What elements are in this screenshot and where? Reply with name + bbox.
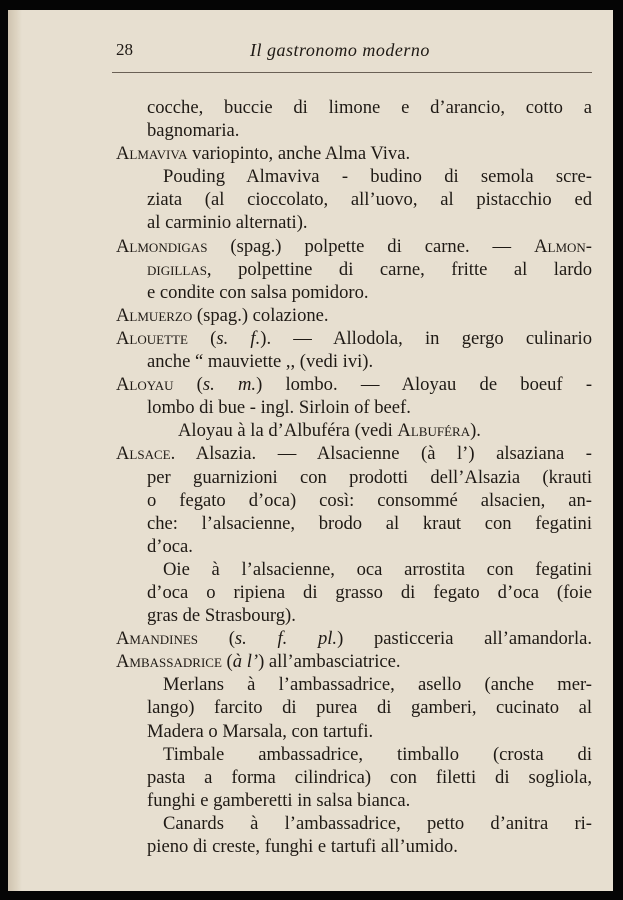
running-title: Il gastronomo moderno [250, 40, 430, 60]
text-segment: pasta a forma cilindrica) con filetti di sogliola, [147, 766, 592, 788]
text-segment: lango) farcito di purea di gamberi, cucinato al [147, 697, 592, 719]
text-segment: bagnomaria. [147, 120, 240, 142]
text-segment: (spag.) colazione. [192, 304, 329, 326]
text-segment: ( [221, 651, 233, 673]
grammar-note: s. m. [202, 374, 257, 396]
entry-headword: Aloyau [116, 374, 174, 396]
text-line [116, 304, 592, 327]
page-number: 28 [116, 40, 133, 59]
text-segment: variopinto, anche Alma Viva. [187, 143, 411, 165]
entry-headword: digillas, [147, 258, 212, 280]
page-header [112, 38, 592, 66]
text-line [116, 373, 592, 396]
text-segment: pieno di creste, funghi e tartufi all’umido. [147, 836, 458, 857]
text-segment: al carminio alternati). [147, 212, 308, 234]
book-page [8, 10, 613, 891]
text-line [116, 743, 592, 766]
text-segment: per guarnizioni con prodotti dell’Alsazia (krauti [147, 466, 592, 488]
text-line [116, 558, 592, 581]
text-line [116, 766, 592, 789]
grammar-note: s. f. [216, 327, 261, 349]
text-line [116, 281, 592, 304]
text-line [116, 350, 592, 373]
text-segment: ). — Allodola, in gergo culinario [260, 327, 592, 349]
grammar-note: s. f. pl. [234, 628, 338, 650]
text-segment: Oie à l’alsacienne, oca arrostita con fegatini [163, 558, 592, 580]
text-line [116, 812, 592, 835]
entry-headword: Amandines [116, 628, 199, 650]
entry-headword: Alouette [116, 327, 188, 349]
text-segment: Aloyau à la d’Albuféra (vedi [178, 420, 398, 442]
text-segment: Pouding Almaviva - budino di semola scre- [163, 166, 592, 188]
text-line [116, 489, 592, 512]
grammar-note: à l’ [232, 651, 259, 673]
text-segment: Madera o Marsala, con tartufi. [147, 720, 374, 742]
entry-headword: Almuerzo [116, 304, 193, 326]
text-segment: o fegato d’oca) così: consommé alsacien, an- [147, 489, 592, 511]
text-line [116, 327, 592, 350]
text-line [116, 396, 592, 419]
text-segment: cocche, buccie di limone e d’arancio, cotto a [147, 97, 592, 118]
text-segment: Canards à l’ambassadrice, petto d’anitra ri- [163, 812, 592, 834]
text-line [116, 604, 592, 627]
text-segment: d’oca o ripiena di grasso di fegato d’oca (foie [147, 581, 592, 603]
text-line [116, 627, 592, 650]
text-line [116, 419, 592, 442]
text-segment: (spag.) polpette di carne. — [207, 235, 535, 257]
text-line [116, 835, 592, 858]
text-segment: funghi e gamberetti in salsa bianca. [147, 789, 411, 811]
text-segment: ) all’ambasciatrice. [258, 651, 401, 673]
entry-headword: Albuféra [397, 420, 471, 442]
text-segment: che: l’alsacienne, brodo al kraut con fegatini [147, 512, 592, 534]
text-line [116, 673, 592, 696]
text-segment: gras de Strasbourg). [147, 605, 296, 627]
text-line [116, 165, 592, 188]
text-segment: ( [198, 628, 235, 650]
text-segment: ziata (al cioccolato, all’uovo, al pistacchio ed [147, 189, 592, 211]
text-segment: Alsazia. — Alsacienne (à l’) alsaziana - [175, 443, 592, 465]
text-line [116, 258, 592, 281]
entry-headword: Alsace. [116, 443, 176, 465]
entry-headword: Almondigas [116, 235, 208, 257]
entry-headword: Almaviva [116, 143, 188, 165]
text-line [116, 96, 592, 119]
text-line [116, 512, 592, 535]
text-segment: Merlans à l’ambassadrice, asello (anche mer- [163, 674, 592, 696]
text-line [116, 235, 592, 258]
text-segment: d’oca. [147, 535, 193, 557]
text-line [116, 442, 592, 465]
text-line [116, 789, 592, 812]
body-text [116, 96, 592, 858]
text-line [116, 211, 592, 234]
text-line [116, 720, 592, 743]
text-line [116, 188, 592, 211]
text-line [116, 650, 592, 673]
text-segment: anche “ mauviette ,, (vedi ivi). [147, 351, 374, 373]
text-line [116, 535, 592, 558]
text-line [116, 466, 592, 489]
header-rule [112, 72, 592, 73]
text-line [116, 119, 592, 142]
text-segment: ) lombo. — Aloyau de boeuf - [256, 374, 593, 396]
text-segment: ( [173, 374, 203, 396]
entry-headword: Ambassadrice [116, 651, 222, 673]
text-line [116, 696, 592, 719]
text-line [116, 142, 592, 165]
entry-headword: Almon- [534, 235, 592, 257]
text-segment: ). [470, 420, 481, 442]
text-line [116, 581, 592, 604]
text-segment: polpettine di carne, fritte al lardo [211, 258, 592, 280]
text-segment: Timbale ambassadrice, timballo (crosta di [163, 743, 592, 765]
text-segment: e condite con salsa pomidoro. [147, 281, 369, 303]
page-gutter [8, 10, 22, 891]
text-segment: lombo di bue - ingl. Sirloin of beef. [147, 397, 411, 419]
text-segment: ( [187, 327, 217, 349]
text-segment: ) pasticceria all’amandorla. [337, 628, 593, 650]
